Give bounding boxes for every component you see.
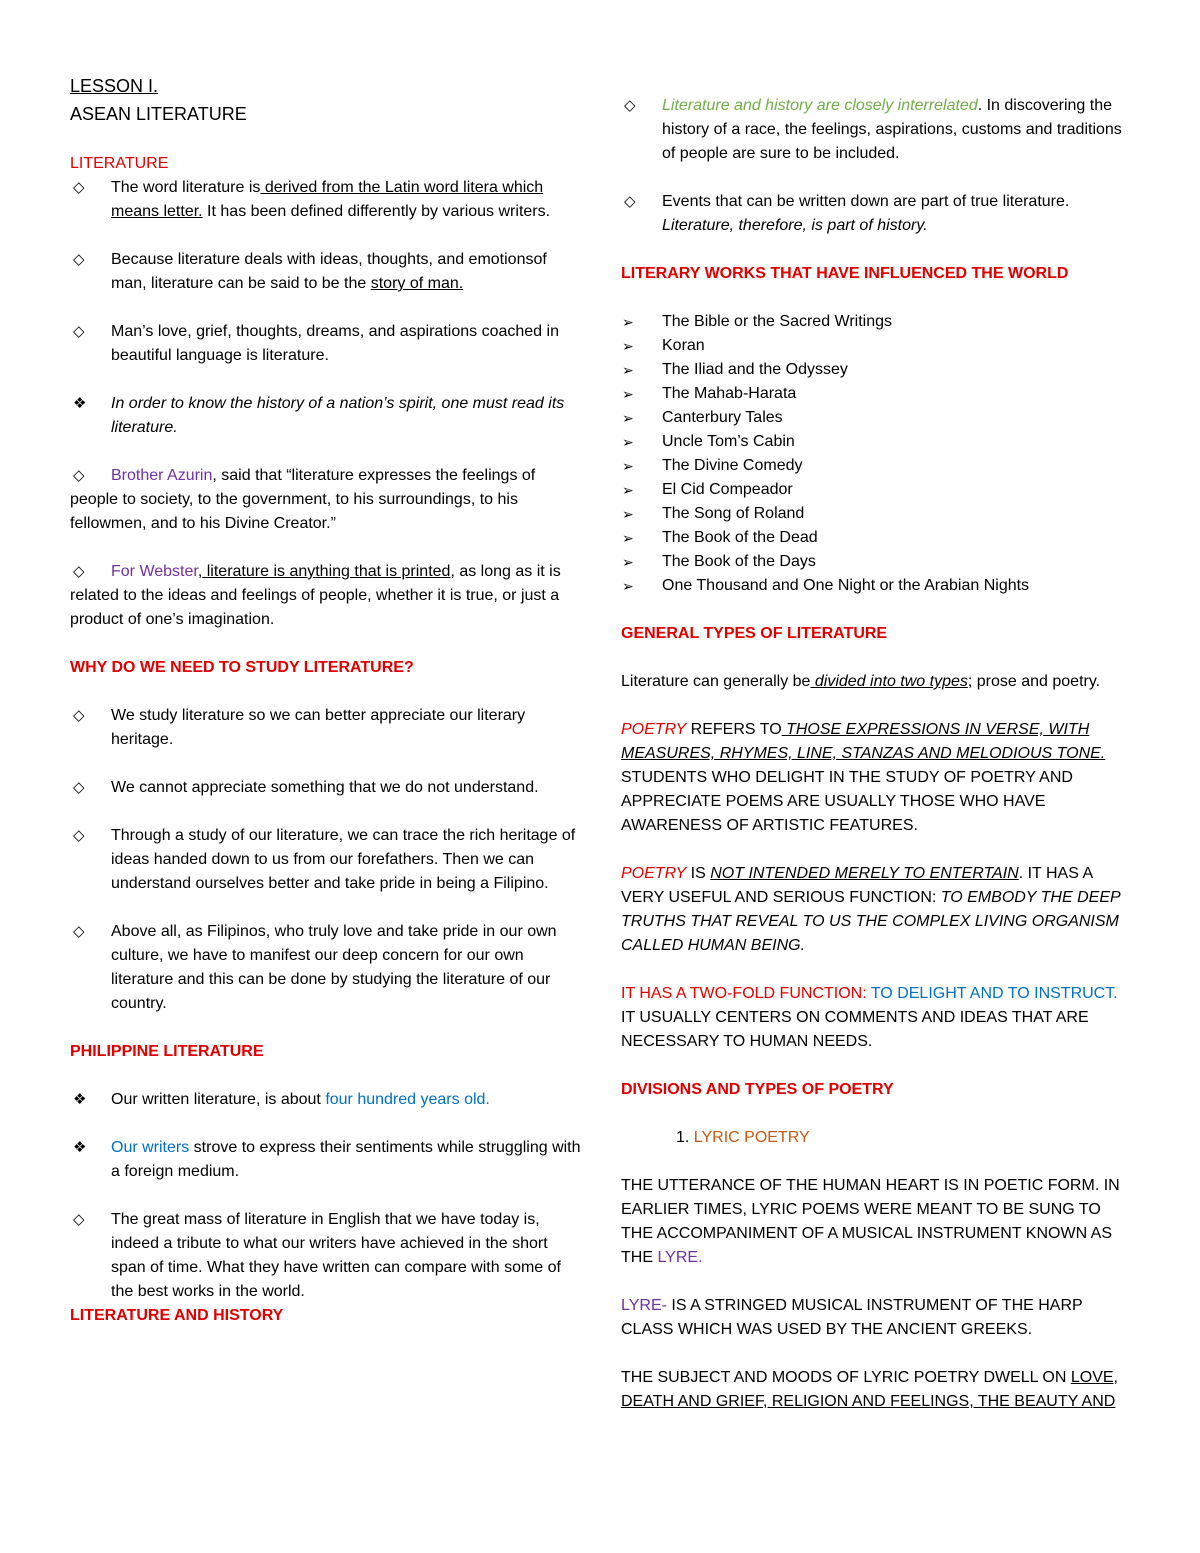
list-item: ❖ In order to know the history of a nation’s spirit, one must read its literature. bbox=[70, 392, 585, 440]
arrow-bullet-icon: ➢ bbox=[622, 338, 634, 354]
diamond-outline-icon: ◇ bbox=[624, 193, 636, 210]
lyre-definition: LYRE- IS A STRINGED MUSICAL INSTRUMENT OF THE HARP CLASS WHICH WAS USED BY THE ANCIENT GREEKS. bbox=[621, 1297, 1083, 1338]
list-item: ➢ One Thousand and One Night or the Arabian Nights bbox=[621, 574, 1136, 598]
arrow-bullet-icon: ➢ bbox=[622, 554, 634, 570]
list-item: ➢ El Cid Compeador bbox=[621, 478, 1136, 502]
section-heading-general-types: GENERAL TYPES OF LITERATURE bbox=[621, 625, 888, 642]
section-heading-literature: LITERATURE bbox=[70, 155, 169, 172]
arrow-bullet-icon: ➢ bbox=[622, 458, 634, 474]
section-heading-philippine: PHILIPPINE LITERATURE bbox=[70, 1043, 264, 1060]
list-item: ◇ We cannot appreciate something that we do not understand. bbox=[70, 776, 585, 800]
diamond-outline-icon: ◇ bbox=[73, 251, 85, 268]
types-paragraph: Literature can generally be divided into two types; prose and poetry. bbox=[621, 673, 1101, 690]
diamond-outline-icon: ◇ bbox=[73, 179, 85, 196]
list-item: ➢ The Book of the Days bbox=[621, 550, 1136, 574]
right-column bbox=[621, 94, 1136, 1414]
two-fold-function: IT HAS A TWO-FOLD FUNCTION: TO DELIGHT AND TO INSTRUCT. IT USUALLY CENTERS ON COMMENTS AND IDEAS THAT ARE NECESSARY TO HUMAN NEEDS. bbox=[621, 985, 1118, 1050]
arrow-bullet-icon: ➢ bbox=[622, 362, 634, 378]
arrow-bullet-icon: ➢ bbox=[622, 506, 634, 522]
list-item: ➢ The Book of the Dead bbox=[621, 526, 1136, 550]
diamond-filled-icon: ❖ bbox=[73, 1139, 87, 1156]
diamond-outline-icon: ◇ bbox=[73, 467, 85, 484]
lyric-paragraph: THE UTTERANCE OF THE HUMAN HEART IS IN POETIC FORM. IN EARLIER TIMES, LYRIC POEMS WERE MEANT TO BE SUNG TO THE ACCOMPANIMENT OF A MUSICAL INSTRUMENT KNOWN AS THE LYRE. bbox=[621, 1177, 1120, 1266]
arrow-bullet-icon: ➢ bbox=[622, 314, 634, 330]
arrow-bullet-icon: ➢ bbox=[622, 410, 634, 426]
list-item: ◇ We study literature so we can better appreciate our literary heritage. bbox=[70, 704, 585, 752]
diamond-outline-icon: ◇ bbox=[73, 1211, 85, 1228]
lyric-moods: THE SUBJECT AND MOODS OF LYRIC POETRY DWELL ON LOVE, DEATH AND GRIEF, RELIGION AND FEELINGS, THE BEAUTY AND bbox=[621, 1369, 1118, 1410]
list-item: ➢ The Song of Roland bbox=[621, 502, 1136, 526]
lesson-number: LESSON I. bbox=[70, 76, 159, 96]
diamond-outline-icon: ◇ bbox=[73, 827, 85, 844]
poetry-definition: POETRY REFERS TO THOSE EXPRESSIONS IN VERSE, WITH MEASURES, RHYMES, LINE, STANZAS AND MELODIOUS TONE. STUDENTS WHO DELIGHT IN THE STUDY OF POETRY AND APPRECIATE POEMS ARE USUALLY THOSE WHO HAVE AWARENESS OF ARTISTIC FEATURES. bbox=[621, 721, 1106, 834]
list-item: ➢ Canterbury Tales bbox=[621, 406, 1136, 430]
works-list bbox=[621, 310, 1136, 598]
list-item: ◇ Above all, as Filipinos, who truly love and take pride in our own culture, we have to manifest our deep concern for our own literature and this can be done by studying the literature of our country. bbox=[70, 920, 585, 1016]
list-item: ◇ Literature and history are closely interrelated. In discovering the history of a race, the feelings, aspirations, customs and traditions of people are sure to be included. bbox=[621, 94, 1136, 166]
list-item: ➢ The Bible or the Sacred Writings bbox=[621, 310, 1136, 334]
diamond-outline-icon: ◇ bbox=[73, 563, 85, 580]
section-heading-divisions: DIVISIONS AND TYPES OF POETRY bbox=[621, 1081, 894, 1098]
list-item: ◇ Events that can be written down are part of true literature. Literature, therefore, is part of history. bbox=[621, 190, 1136, 238]
page-title: ASEAN LITERATURE bbox=[70, 104, 247, 124]
diamond-filled-icon: ❖ bbox=[73, 1091, 87, 1108]
quote-webster: ◇ For Webster, literature is anything that is printed, as long as it is related to the ideas and feelings of people, whether it is true, or just a product of one’s imagination. bbox=[70, 560, 585, 632]
left-column bbox=[70, 72, 585, 1328]
list-item: ◇ Through a study of our literature, we can trace the rich heritage of ideas handed down to us from our forefathers. Then we can understand ourselves better and take pride in being a Filipino. bbox=[70, 824, 585, 896]
list-item: ➢ The Iliad and the Odyssey bbox=[621, 358, 1136, 382]
list-item: ❖ Our writers strove to express their sentiments while struggling with a foreign medium. bbox=[70, 1136, 585, 1184]
arrow-bullet-icon: ➢ bbox=[622, 530, 634, 546]
arrow-bullet-icon: ➢ bbox=[622, 386, 634, 402]
diamond-outline-icon: ◇ bbox=[73, 779, 85, 796]
diamond-outline-icon: ◇ bbox=[73, 323, 85, 340]
section-heading-works: LITERARY WORKS THAT HAVE INFLUENCED THE WORLD bbox=[621, 265, 1069, 282]
list-item: ◇ The great mass of literature in English that we have today is, indeed a tribute to what our writers have achieved in the short span of time. What they have written can compare with some of the best works in the world. bbox=[70, 1208, 585, 1304]
section-heading-lit-history: LITERATURE AND HISTORY bbox=[70, 1307, 284, 1324]
list-item: ➢ The Divine Comedy bbox=[621, 454, 1136, 478]
poetry-function: POETRY IS NOT INTENDED MERELY TO ENTERTAIN. IT HAS A VERY USEFUL AND SERIOUS FUNCTION: TO EMBODY THE DEEP TRUTHS THAT REVEAL TO US THE COMPLEX LIVING ORGANISM CALLED HUMAN BEING. bbox=[621, 865, 1121, 954]
diamond-outline-icon: ◇ bbox=[73, 707, 85, 724]
diamond-outline-icon: ◇ bbox=[624, 97, 636, 114]
arrow-bullet-icon: ➢ bbox=[622, 578, 634, 594]
list-item: ◇ The word literature is derived from the Latin word litera which means letter. It has been defined differently by various writers. bbox=[70, 176, 585, 224]
lyric-poetry-heading: 1. LYRIC POETRY bbox=[676, 1129, 810, 1146]
diamond-filled-icon: ❖ bbox=[73, 395, 87, 412]
arrow-bullet-icon: ➢ bbox=[622, 482, 634, 498]
list-item: ➢ Koran bbox=[621, 334, 1136, 358]
list-item: ➢ Uncle Tom’s Cabin bbox=[621, 430, 1136, 454]
diamond-outline-icon: ◇ bbox=[73, 923, 85, 940]
section-heading-why: WHY DO WE NEED TO STUDY LITERATURE? bbox=[70, 659, 414, 676]
list-item: ◇ Because literature deals with ideas, thoughts, and emotionsof man, literature can be said to be the story of man. bbox=[70, 248, 585, 296]
list-item: ➢ The Mahab-Harata bbox=[621, 382, 1136, 406]
quote-azurin: ◇ Brother Azurin, said that “literature expresses the feelings of people to society, to the government, to his surroundings, to his fellowmen, and to his Divine Creator.” bbox=[70, 464, 585, 536]
arrow-bullet-icon: ➢ bbox=[622, 434, 634, 450]
list-item: ◇ Man’s love, grief, thoughts, dreams, and aspirations coached in beautiful language is literature. bbox=[70, 320, 585, 368]
list-item: ❖ Our written literature, is about four hundred years old. bbox=[70, 1088, 585, 1112]
